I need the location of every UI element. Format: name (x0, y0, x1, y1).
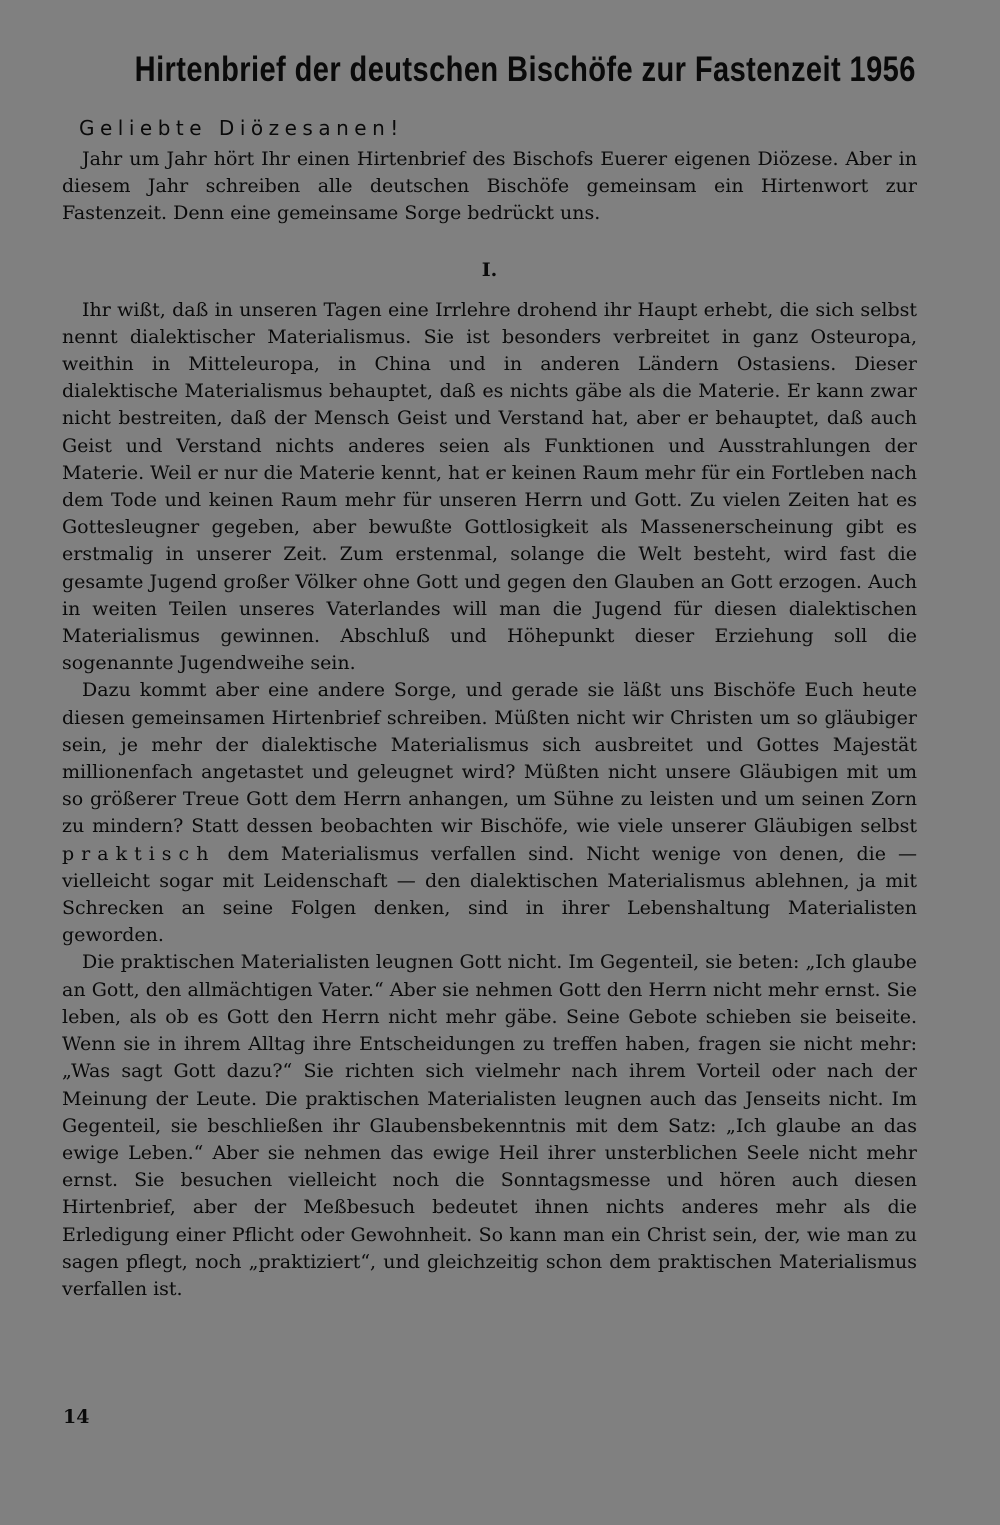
section-heading: I. (481, 258, 498, 281)
body-paragraph-3: Die praktischen Materialisten leugnen Gott nicht. Im Gegenteil, sie beten: „Ich glaube an Gott, den allmächtigen Vater.“ Aber sie nehmen Gott den Herrn nicht mehr ernst. Sie leben, als ob es Gott den Herrn nicht mehr gäbe. Seine Gebote schieben sie beiseite. Wenn sie in ihrem Alltag ihre Entscheidungen zu treffen haben, fragen sie nicht mehr: „Was sagt Gott dazu?“ Sie richten sich vielmehr nach ihrem Vorteil oder nach der Meinung der Leute. Die praktischen Materialisten leugnen auch das Jenseits nicht. Im Gegenteil, sie beschließen ihr Glaubensbekenntnis mit dem Satz: „Ich glaube an das ewige Leben.“ Aber sie nehmen das ewige Heil ihrer unsterblichen Seele nicht mehr ernst. Sie besuchen vielleicht noch die Sonntagsmesse und hören auch diesen Hirtenbrief, aber der Meßbesuch bedeutet ihnen nichts anderes mehr als die Erledigung einer Pflicht oder Gewohnheit. So kann man ein Christ sein, der, wie man zu sagen pflegt, noch „praktiziert“, und gleichzeitig schon dem praktischen Materialismus verfallen ist. (62, 951, 917, 1300)
page-number: 14 (63, 1406, 90, 1428)
body-paragraph-1: Ihr wißt, daß in unseren Tagen eine Irrlehre drohend ihr Haupt erhebt, die sich selbst nennt dialektischer Materialismus. Sie ist besonders verbreitet in ganz Osteuropa, weithin in Mitteleuropa, in China und in anderen Ländern Ostasiens. Dieser dialektische Materialismus behauptet, daß es nichts gäbe als die Materie. Er kann zwar nicht bestreiten, daß der Mensch Geist und Verstand hat, aber er behauptet, daß auch Geist und Verstand nichts anderes seien als Funktionen und Ausstrahlungen der Materie. Weil er nur die Materie kennt, hat er keinen Raum mehr für ein Fortleben nach dem Tode und keinen Raum mehr für unseren Herrn und Gott. Zu vielen Zeiten hat es Gottesleugner gegeben, aber bewußte Gottlosigkeit als Massenerscheinung gibt es erstmalig in unserer Zeit. Zum erstenmal, solange die Welt besteht, wird fast die gesamte Jugend großer Völker ohne Gott und gegen den Glauben an Gott erzogen. Auch in weiten Teilen unseres Vaterlandes will man die Jugend für diesen dialektischen Materialismus gewinnen. Abschluß und Höhepunkt dieser Erziehung soll die sogenannte Jugendweihe sein. (62, 298, 918, 675)
salutation: Geliebte Diözesanen! (79, 116, 404, 140)
emphasized-word: praktisch (62, 842, 216, 865)
document-title: Hirtenbrief der deutschen Bischöfe zur Fastenzeit 1956 (134, 50, 916, 89)
document-page (62, 40, 917, 1303)
body-paragraph-2 (62, 677, 917, 949)
intro-paragraph: Jahr um Jahr hört Ihr einen Hirtenbrief des Bischofs Euerer eigenen Diözese. Aber in diesem Jahr schreiben alle deutschen Bischöfe gemeinsam ein Hirtenwort zur Fastenzeit. Denn eine gemeinsame Sorge bedrückt uns. (62, 148, 917, 225)
paragraph-2-text-start: Dazu kommt aber eine andere Sorge, und gerade sie läßt uns Bischöfe Euch heute diesen gemeinsamen Hirtenbrief schreiben. Müßten nicht wir Christen um so gläubiger sein, je mehr der dialektische Materialismus sich ausbreitet und Gottes Majestät millionenfach angetastet und geleugnet wird? Müßten nicht unsere Gläubigen mit um so größerer Treue Gott dem Herrn anhangen, um Sühne zu leisten und um seinen Zorn zu mindern? Statt dessen beobachten wir Bischöfe, wie viele unserer Gläubigen selbst (62, 679, 917, 838)
paragraph-2-text-end: dem Materialismus verfallen sind. Nicht wenige von denen, die — vielleicht sogar mit Leidenschaft — den dialektischen Materialismus ablehnen, ja mit Schrecken an seine Folgen denken, sind in ihrer Lebenshaltung Materialisten geworden. (62, 842, 917, 947)
